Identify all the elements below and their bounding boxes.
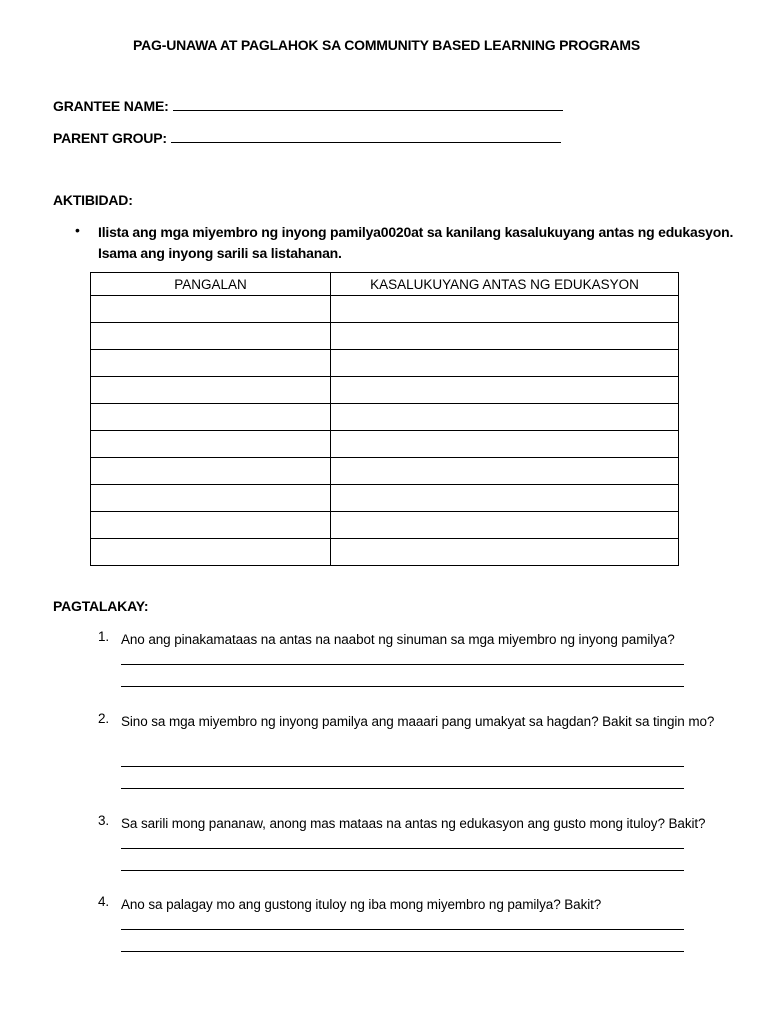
name-cell[interactable] xyxy=(91,431,331,458)
family-education-table xyxy=(90,272,679,566)
table-row xyxy=(91,485,679,512)
answer-line[interactable] xyxy=(121,788,684,789)
table-row xyxy=(91,296,679,323)
name-cell[interactable] xyxy=(91,485,331,512)
name-cell[interactable] xyxy=(91,458,331,485)
column-header-pangalan: PANGALAN xyxy=(91,273,331,296)
question-number: 3. xyxy=(98,813,110,828)
table-row xyxy=(91,350,679,377)
name-cell[interactable] xyxy=(91,323,331,350)
pagtalakay-heading: PAGTALAKAY: xyxy=(53,598,149,614)
name-cell[interactable] xyxy=(91,350,331,377)
table-row xyxy=(91,323,679,350)
answer-line[interactable] xyxy=(121,848,684,849)
answer-line[interactable] xyxy=(121,929,684,930)
name-cell[interactable] xyxy=(91,512,331,539)
bullet-icon: • xyxy=(75,222,80,238)
question-text: Sa sarili mong pananaw, anong mas mataas na antas ng edukasyon ang gusto mong ituloy? Bakit? xyxy=(121,816,706,831)
question-text: Sino sa mga miyembro ng inyong pamilya ang maaari pang umakyat sa hagdan? Bakit sa tingin mo? xyxy=(121,714,715,729)
answer-line[interactable] xyxy=(121,951,684,952)
question-text: Ano sa palagay mo ang gustong ituloy ng iba mong miyembro ng pamilya? Bakit? xyxy=(121,897,602,912)
question-text: Ano ang pinakamataas na antas na naabot ng sinuman sa mga miyembro ng inyong pamilya? xyxy=(121,632,675,647)
grantee-name-label: GRANTEE NAME: xyxy=(53,98,169,114)
answer-line[interactable] xyxy=(121,664,684,665)
parent-group-label: PARENT GROUP: xyxy=(53,130,167,146)
education-cell[interactable] xyxy=(331,296,679,323)
document-title: PAG-UNAWA AT PAGLAHOK SA COMMUNITY BASED LEARNING PROGRAMS xyxy=(133,37,640,53)
column-header-antas: KASALUKUYANG ANTAS NG EDUKASYON xyxy=(331,273,679,296)
table-row xyxy=(91,404,679,431)
table-header-row xyxy=(91,273,679,296)
parent-group-blank[interactable] xyxy=(171,130,561,143)
grantee-name-field xyxy=(53,98,563,114)
name-cell[interactable] xyxy=(91,377,331,404)
name-cell[interactable] xyxy=(91,296,331,323)
education-cell[interactable] xyxy=(331,404,679,431)
name-cell[interactable] xyxy=(91,539,331,566)
parent-group-field xyxy=(53,130,561,146)
answer-line[interactable] xyxy=(121,686,684,687)
education-cell[interactable] xyxy=(331,377,679,404)
education-cell[interactable] xyxy=(331,431,679,458)
answer-line[interactable] xyxy=(121,766,684,767)
education-cell[interactable] xyxy=(331,512,679,539)
education-cell[interactable] xyxy=(331,323,679,350)
education-cell[interactable] xyxy=(331,458,679,485)
question-number: 1. xyxy=(98,629,110,644)
table-row xyxy=(91,458,679,485)
education-cell[interactable] xyxy=(331,350,679,377)
education-cell[interactable] xyxy=(331,539,679,566)
question-number: 4. xyxy=(98,894,110,909)
table-row xyxy=(91,431,679,458)
aktibidad-heading: AKTIBIDAD: xyxy=(53,192,133,208)
grantee-name-blank[interactable] xyxy=(173,98,563,111)
answer-line[interactable] xyxy=(121,870,684,871)
table-row xyxy=(91,539,679,566)
table-row xyxy=(91,377,679,404)
activity-instruction: Ilista ang mga miyembro ng inyong pamilya0020at sa kanilang kasalukuyang antas ng edukasyon. Isama ang inyong sarili sa listahanan. xyxy=(98,224,734,261)
table-row xyxy=(91,512,679,539)
name-cell[interactable] xyxy=(91,404,331,431)
question-number: 2. xyxy=(98,711,110,726)
education-cell[interactable] xyxy=(331,485,679,512)
